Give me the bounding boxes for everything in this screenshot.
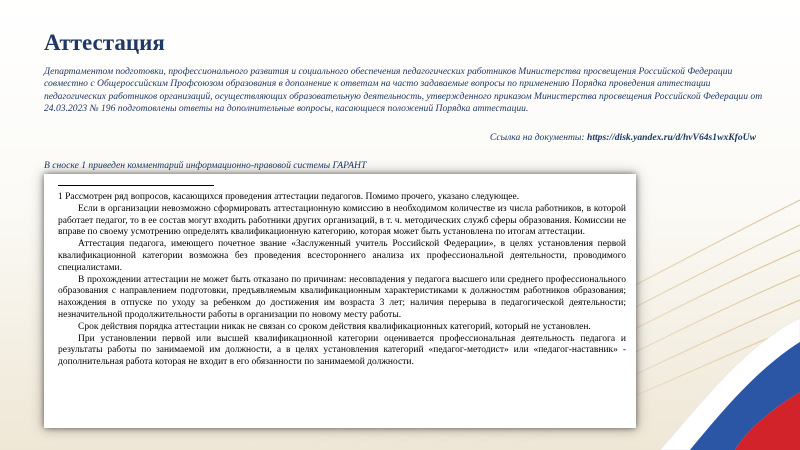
intro-text: Департаментом подготовки, профессионального развития и социального обеспечения педагогических работников Министерства просвещения Российской Федерации совместно с Общероссийским Профсоюзом образования в дополнение к ответам на часто задаваемые вопросы по применению Порядка проведения аттестации педагогических работников организаций, осуществляющих образовательную деятельность, утвержденного приказом Министерства просвещения Российской Федерации от 24.03.2023 № 196 подготовлены ответы на дополнительные вопросы, касающиеся положений Порядка аттестации.: [44, 66, 763, 115]
footnote-paragraph: Аттестация педагога, имеющего почетное звание «Заслуженный учитель Российской Федерации», в целях установления первой квалификационной категории возможна без проведения всестороннего анализа их профессиональной деятельности, проводимого специалистами.: [58, 239, 626, 273]
flag-ribbon: [660, 318, 800, 450]
documents-link[interactable]: https://disk.yandex.ru/d/hvV64s1wxKfoUw: [587, 132, 756, 143]
footnote-text: [58, 192, 626, 369]
documents-link-line: [490, 132, 756, 143]
footnote-paragraph: При установлении первой или высшей квалификационной категории оценивается профессиональная деятельность педагога и результаты работы по занимаемой им должности, а в целях установления категорий «педагог-методист» или «педагог-наставник» - дополнительная работа которая не входит в его обязанности по занимаемой должности.: [58, 333, 626, 368]
footnote-paragraph: Срок действия порядка аттестации никак не связан со сроком действия квалификационных категорий, который не установлен.: [78, 321, 591, 332]
footnote-excerpt-card: [44, 174, 636, 428]
page-title: Аттестация: [44, 30, 165, 55]
footnote-paragraph: 1 Рассмотрен ряд вопросов, касающихся проведения аттестации педагогов. Помимо прочего, указано следующее.: [58, 192, 520, 202]
documents-link-label: Ссылка на документы:: [489, 132, 588, 143]
footnote-note: В сноске 1 приведен комментарий информационно-правовой системы ГАРАНТ: [44, 160, 367, 171]
footnote-paragraph: В прохождении аттестации не может быть отказано по причинам: несовпадения у педагога высшего или среднего профессионального образования с направлением подготовки, предъявляемым квалификационным характеристиками к должностям работников образования; нахождения в отпуске по уходу за ребенком до достижения им возраста 3 лет; наличия перерыва в педагогической деятельности; незначительной продолжительности работы в организации по новому месту работы.: [58, 274, 626, 320]
footnote-separator-rule: [58, 185, 214, 186]
footnote-paragraph: Если в организации невозможно сформировать аттестационную комиссию в необходимом количестве из числа работников, в которой работает педагог, то в ее состав могут входить работники других организаций, в т. ч. методических служб сферы образования. Комиссии не вправе по своему усмотрению определять квалификационную категорию, которая может быть установлена по итогам аттестации.: [58, 203, 626, 238]
